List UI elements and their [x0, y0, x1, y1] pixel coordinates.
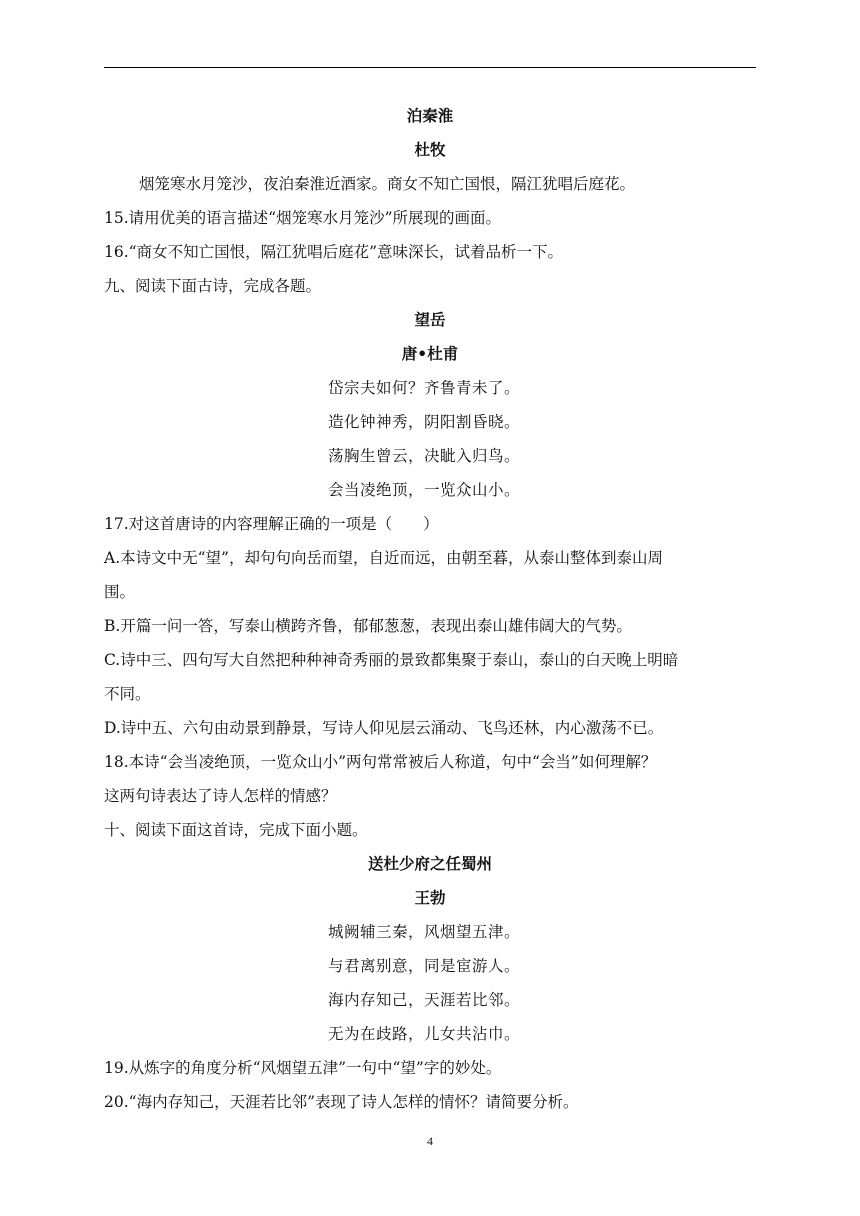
- question-15: 15.请用优美的语言描述“烟笼寒水月笼沙”所展现的画面。: [104, 209, 502, 227]
- section-9-heading: 九、阅读下面古诗，完成各题。: [104, 277, 322, 295]
- page-number: 4: [427, 1134, 433, 1148]
- poem3-line: 与君离别意，同是宦游人。: [328, 957, 521, 975]
- section-10-heading: 十、阅读下面这首诗，完成下面小题。: [104, 821, 368, 839]
- poem2-line: 岱宗夫如何？齐鲁青未了。: [328, 379, 521, 397]
- poem2-title: 望岳: [414, 310, 446, 329]
- poem1-author: 杜牧: [414, 140, 446, 159]
- question-17-option-a: A.本诗文中无“望”，却句句向岳而望，自近而远，由朝至暮，从泰山整体到泰山周: [104, 549, 663, 567]
- question-19: 19.从炼字的角度分析“风烟望五津”一句中“望”字的妙处。: [104, 1059, 502, 1077]
- poem3-line: 无为在歧路，儿女共沾巾。: [328, 1025, 521, 1043]
- question-16: 16.“商女不知亡国恨，隔江犹唱后庭花”意味深长，试着品析一下。: [104, 243, 564, 261]
- poem2-line: 会当凌绝顶，一览众山小。: [328, 481, 521, 499]
- poem3-title: 送杜少府之任蜀州: [367, 854, 492, 873]
- question-18: 18.本诗“会当凌绝顶，一览众山小”两句常常被后人称道，句中“会当”如何理解？: [104, 753, 657, 771]
- question-20: 20.“海内存知己，天涯若比邻”表现了诗人怎样的情怀？请简要分析。: [104, 1093, 579, 1111]
- question-17-option-d: D.诗中五、六句由动景到静景，写诗人仰见层云涌动、飞鸟还林，内心激荡不已。: [104, 719, 664, 737]
- poem1-title: 泊秦淮: [406, 106, 454, 125]
- question-17-stem: 17.对这首唐诗的内容理解正确的一项是（ ）: [104, 515, 439, 533]
- poem2-line: 造化钟神秀，阴阳割昏晓。: [328, 413, 521, 431]
- poem3-line: 海内存知己，天涯若比邻。: [328, 991, 521, 1009]
- question-17-option-a-cont: 围。: [104, 583, 136, 601]
- poem3-line: 城阙辅三秦，风烟望五津。: [328, 923, 521, 941]
- poem2-line: 荡胸生曾云，决眦入归鸟。: [328, 447, 521, 465]
- poem3-author: 王勃: [414, 888, 446, 907]
- header-rule: [104, 67, 756, 68]
- question-17-option-c-cont: 不同。: [104, 685, 151, 703]
- question-17-option-c: C.诗中三、四句写大自然把种种神奇秀丽的景致都集聚于泰山，泰山的白天晚上明暗: [104, 651, 679, 669]
- question-17-option-b: B.开篇一问一答，写泰山横跨齐鲁，郁郁葱葱，表现出泰山雄伟阔大的气势。: [104, 617, 632, 635]
- poem2-author: 唐•杜甫: [401, 344, 459, 363]
- poem1-text: 烟笼寒水月笼沙，夜泊秦淮近酒家。商女不知亡国恨，隔江犹唱后庭花。: [139, 175, 636, 193]
- question-18-cont: 这两句诗表达了诗人怎样的情感？: [104, 787, 337, 805]
